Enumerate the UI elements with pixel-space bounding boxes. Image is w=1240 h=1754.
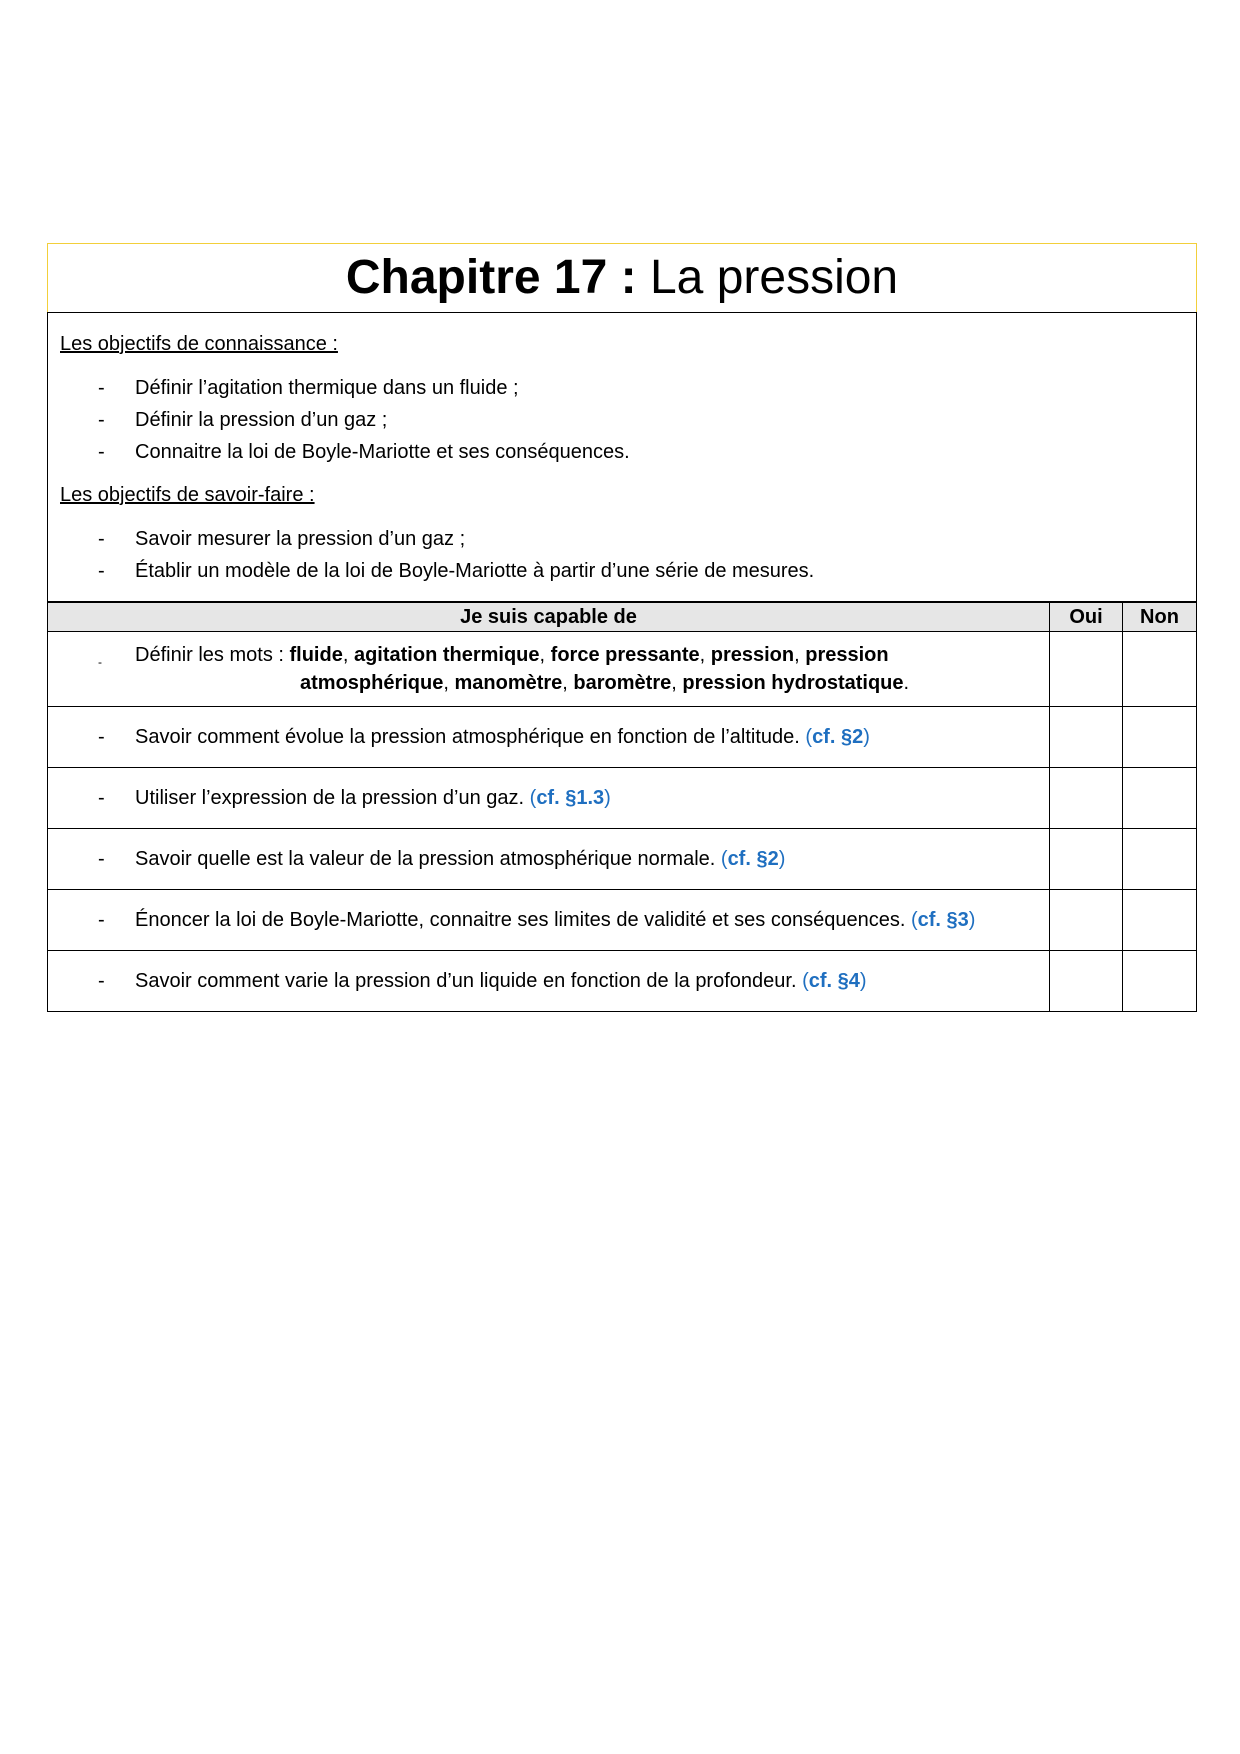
row-label: Énoncer la loi de Boyle-Mariotte, connaitre ses limites de validité et ses conséquences.	[135, 909, 911, 931]
non-checkbox-cell[interactable]	[1123, 890, 1197, 951]
chapter-number: Chapitre 17 :	[345, 251, 637, 304]
section-reference	[911, 909, 976, 931]
row1-prefix: Définir les mots :	[135, 644, 290, 666]
section-reference	[530, 787, 611, 809]
oui-checkbox-cell[interactable]	[1050, 632, 1123, 707]
oui-checkbox-cell[interactable]	[1050, 890, 1123, 951]
ref-paren: (	[910, 909, 918, 931]
dash-bullet: -	[98, 655, 102, 669]
row-label: Utiliser l’expression de la pression d’un gaz.	[135, 787, 530, 809]
dash-bullet: -	[98, 787, 105, 809]
knowledge-heading: Les objectifs de connaissance :	[60, 333, 338, 355]
oui-checkbox-cell[interactable]	[1050, 707, 1123, 768]
skills-heading: Les objectifs de savoir-faire :	[60, 484, 315, 506]
non-checkbox-cell[interactable]	[1123, 707, 1197, 768]
ref-paren: )	[863, 726, 870, 748]
dash-bullet: -	[98, 377, 105, 399]
list-item	[60, 523, 1184, 555]
ref-label: cf. §2	[812, 726, 864, 748]
list-item	[60, 372, 1184, 404]
ref-label: cf. §4	[808, 970, 860, 992]
knowledge-list	[60, 372, 1184, 468]
list-item-text: Connaitre la loi de Boyle-Mariotte et ses conséquences.	[135, 441, 630, 463]
ref-paren: (	[805, 726, 813, 748]
ref-paren: )	[968, 909, 976, 931]
separator: ,	[699, 644, 711, 666]
table-row	[48, 768, 1197, 829]
row1-second-line	[135, 669, 1039, 697]
section-reference	[802, 970, 867, 992]
dash-bullet: -	[98, 909, 105, 931]
list-item	[60, 555, 1184, 587]
term: pression hydrostatique	[682, 672, 904, 694]
ref-label: cf. §1.3	[536, 787, 605, 809]
table-row	[48, 632, 1197, 707]
row-label: Savoir comment varie la pression d’un liquide en fonction de la profondeur.	[135, 970, 803, 992]
table-row	[48, 951, 1197, 1012]
skills-checklist-table	[47, 602, 1197, 1012]
row-text	[48, 890, 1050, 951]
row-text	[48, 632, 1050, 707]
list-item-text: Établir un modèle de la loi de Boyle-Mariotte à partir d’une série de mesures.	[135, 560, 815, 582]
separator: ,	[794, 644, 806, 666]
list-item-text: Définir la pression d’un gaz ;	[135, 409, 388, 431]
list-item-text: Savoir mesurer la pression d’un gaz ;	[135, 528, 466, 550]
oui-checkbox-cell[interactable]	[1050, 768, 1123, 829]
term: fluide	[289, 644, 343, 666]
separator: ,	[562, 672, 574, 694]
separator: ,	[539, 644, 551, 666]
oui-checkbox-cell[interactable]	[1050, 829, 1123, 890]
list-item	[60, 436, 1184, 468]
dash-bullet: -	[98, 970, 105, 992]
header-oui: Oui	[1050, 603, 1123, 632]
term: pression	[710, 644, 795, 666]
separator: .	[903, 672, 910, 694]
ref-paren: )	[778, 848, 786, 870]
term: pression	[805, 644, 889, 666]
non-checkbox-cell[interactable]	[1123, 829, 1197, 890]
dash-bullet: -	[98, 560, 105, 582]
non-checkbox-cell[interactable]	[1123, 632, 1197, 707]
ref-label: cf. §2	[727, 848, 779, 870]
chapter-sheet	[47, 243, 1197, 1012]
table-header-row	[48, 603, 1197, 632]
non-checkbox-cell[interactable]	[1123, 768, 1197, 829]
list-item-text: Définir l’agitation thermique dans un fluide ;	[135, 377, 519, 399]
dash-bullet: -	[98, 726, 105, 748]
section-reference	[805, 726, 870, 748]
objectives-section	[47, 312, 1197, 602]
term: manomètre	[454, 672, 563, 694]
ref-paren: (	[802, 970, 809, 992]
row-text	[48, 768, 1050, 829]
row-text	[48, 951, 1050, 1012]
table-row	[48, 829, 1197, 890]
header-capable: Je suis capable de	[48, 603, 1050, 632]
list-item	[60, 404, 1184, 436]
ref-paren: (	[720, 848, 728, 870]
non-checkbox-cell[interactable]	[1123, 951, 1197, 1012]
row-label: Savoir comment évolue la pression atmosphérique en fonction de l’altitude.	[135, 726, 806, 748]
dash-bullet: -	[98, 441, 105, 463]
chapter-topic: La pression	[636, 251, 899, 304]
row-text	[48, 707, 1050, 768]
ref-paren: )	[604, 787, 611, 809]
section-reference	[721, 848, 786, 870]
header-non: Non	[1123, 603, 1197, 632]
dash-bullet: -	[98, 848, 105, 870]
term: atmosphérique	[300, 672, 444, 694]
table-row	[48, 707, 1197, 768]
separator: ,	[342, 644, 354, 666]
dash-bullet: -	[98, 528, 105, 550]
ref-paren: (	[529, 787, 537, 809]
separator: ,	[671, 672, 683, 694]
chapter-title	[47, 243, 1197, 312]
ref-paren: )	[859, 970, 867, 992]
term: force pressante	[550, 644, 700, 666]
table-row	[48, 890, 1197, 951]
dash-bullet: -	[98, 409, 105, 431]
ref-label: cf. §3	[917, 909, 969, 931]
oui-checkbox-cell[interactable]	[1050, 951, 1123, 1012]
skills-list	[60, 523, 1184, 587]
separator: ,	[443, 672, 455, 694]
term: baromètre	[573, 672, 672, 694]
row-label: Savoir quelle est la valeur de la pression atmosphérique normale.	[135, 848, 721, 870]
row-text	[48, 829, 1050, 890]
term: agitation thermique	[353, 644, 540, 666]
